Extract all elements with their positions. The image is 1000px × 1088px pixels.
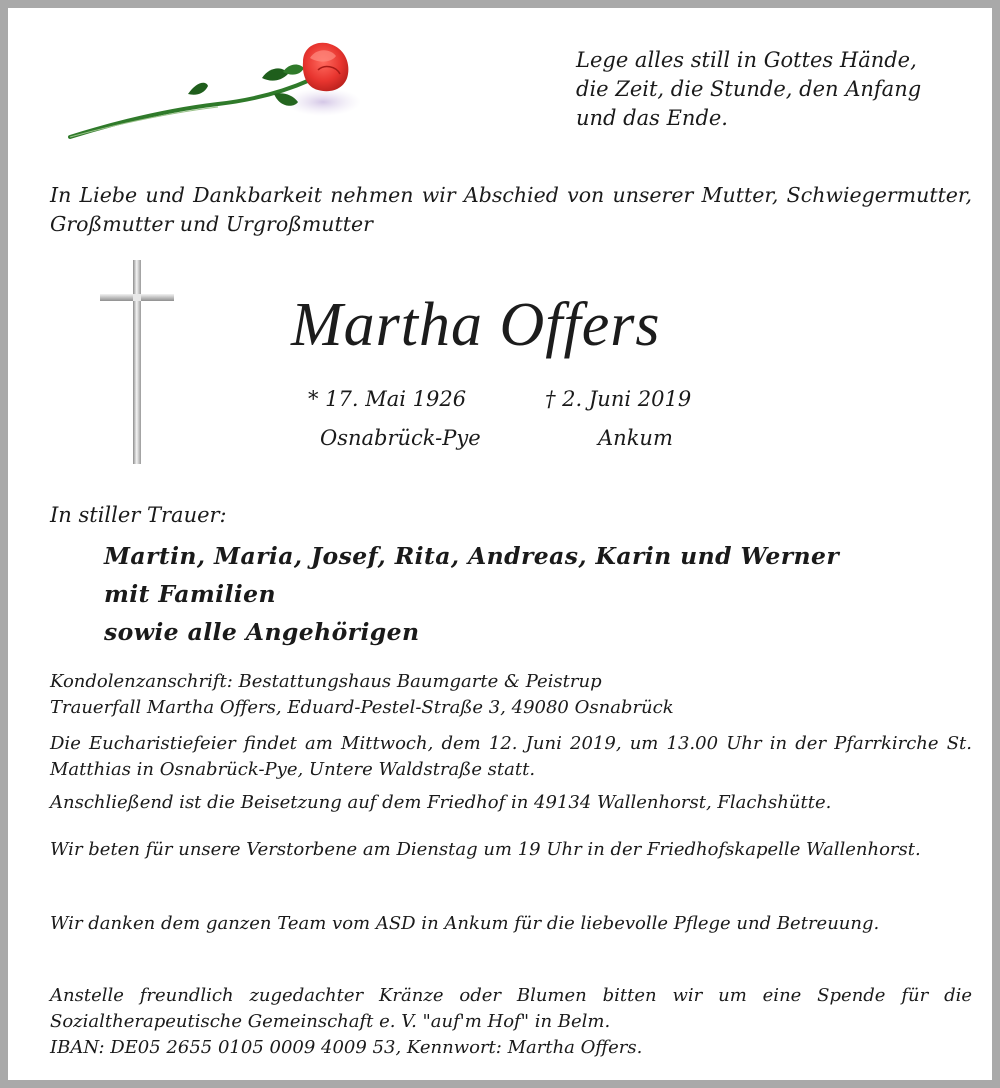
mourners-line: Martin, Maria, Josef, Rita, Andreas, Karin und Werner — [104, 542, 840, 570]
mourners-list — [104, 537, 984, 651]
deceased-name: Martha Offers — [291, 291, 661, 359]
donation-notice — [50, 983, 972, 1061]
burial-notice: Anschließend ist die Beisetzung auf dem Friedhof in 49134 Wallenhorst, Flachshütte. — [50, 792, 832, 813]
death-place: Ankum — [598, 426, 673, 450]
poem: Lege alles still in Gottes Hände, die Zeit, die Stunde, den Anfang und das Ende. — [576, 48, 922, 130]
cross-icon — [96, 258, 180, 468]
mourners-line: sowie alle Angehörigen — [104, 618, 420, 646]
thanks-notice: Wir danken dem ganzen Team vom ASD in Ankum für die liebevolle Pflege und Betreuung. — [50, 913, 880, 934]
mourning-label: In stiller Trauer: — [50, 503, 227, 527]
intro-text: In Liebe und Dankbarkeit nehmen wir Abschied von unserer Mutter, Schwiegermutter, Großmutter und Urgroßmutter — [50, 183, 972, 236]
donation-text: Anstelle freundlich zugedachter Kränze oder Blumen bitten wir um eine Spende für die Sozialtherapeutische Gemeinschaft e. V. "auf'm Hof" in Belm. — [50, 985, 972, 1032]
death-date: † 2. Juni 2019 — [545, 387, 692, 411]
mass-notice: Die Eucharistiefeier findet am Mittwoch, dem 12. Juni 2019, um 13.00 Uhr in der Pfarrkirche St. Matthias in Osnabrück-Pye, Untere Waldstraße statt. — [50, 733, 972, 780]
mourners-line: mit Familien — [104, 580, 276, 608]
condolence-address — [50, 669, 972, 721]
donation-iban: IBAN: DE05 2655 0105 0009 4009 53, Kennwort: Martha Offers. — [50, 1037, 643, 1058]
condolence-line: Trauerfall Martha Offers, Eduard-Pestel-Straße 3, 49080 Osnabrück — [50, 697, 674, 718]
birth-date: * 17. Mai 1926 — [308, 387, 467, 411]
rose-icon — [48, 32, 368, 150]
condolence-line: Kondolenzanschrift: Bestattungshaus Baumgarte & Peistrup — [50, 671, 602, 692]
birth-place: Osnabrück-Pye — [320, 426, 481, 450]
prayer-notice: Wir beten für unsere Verstorbene am Dienstag um 19 Uhr in der Friedhofskapelle Wallenhorst. — [50, 839, 921, 860]
